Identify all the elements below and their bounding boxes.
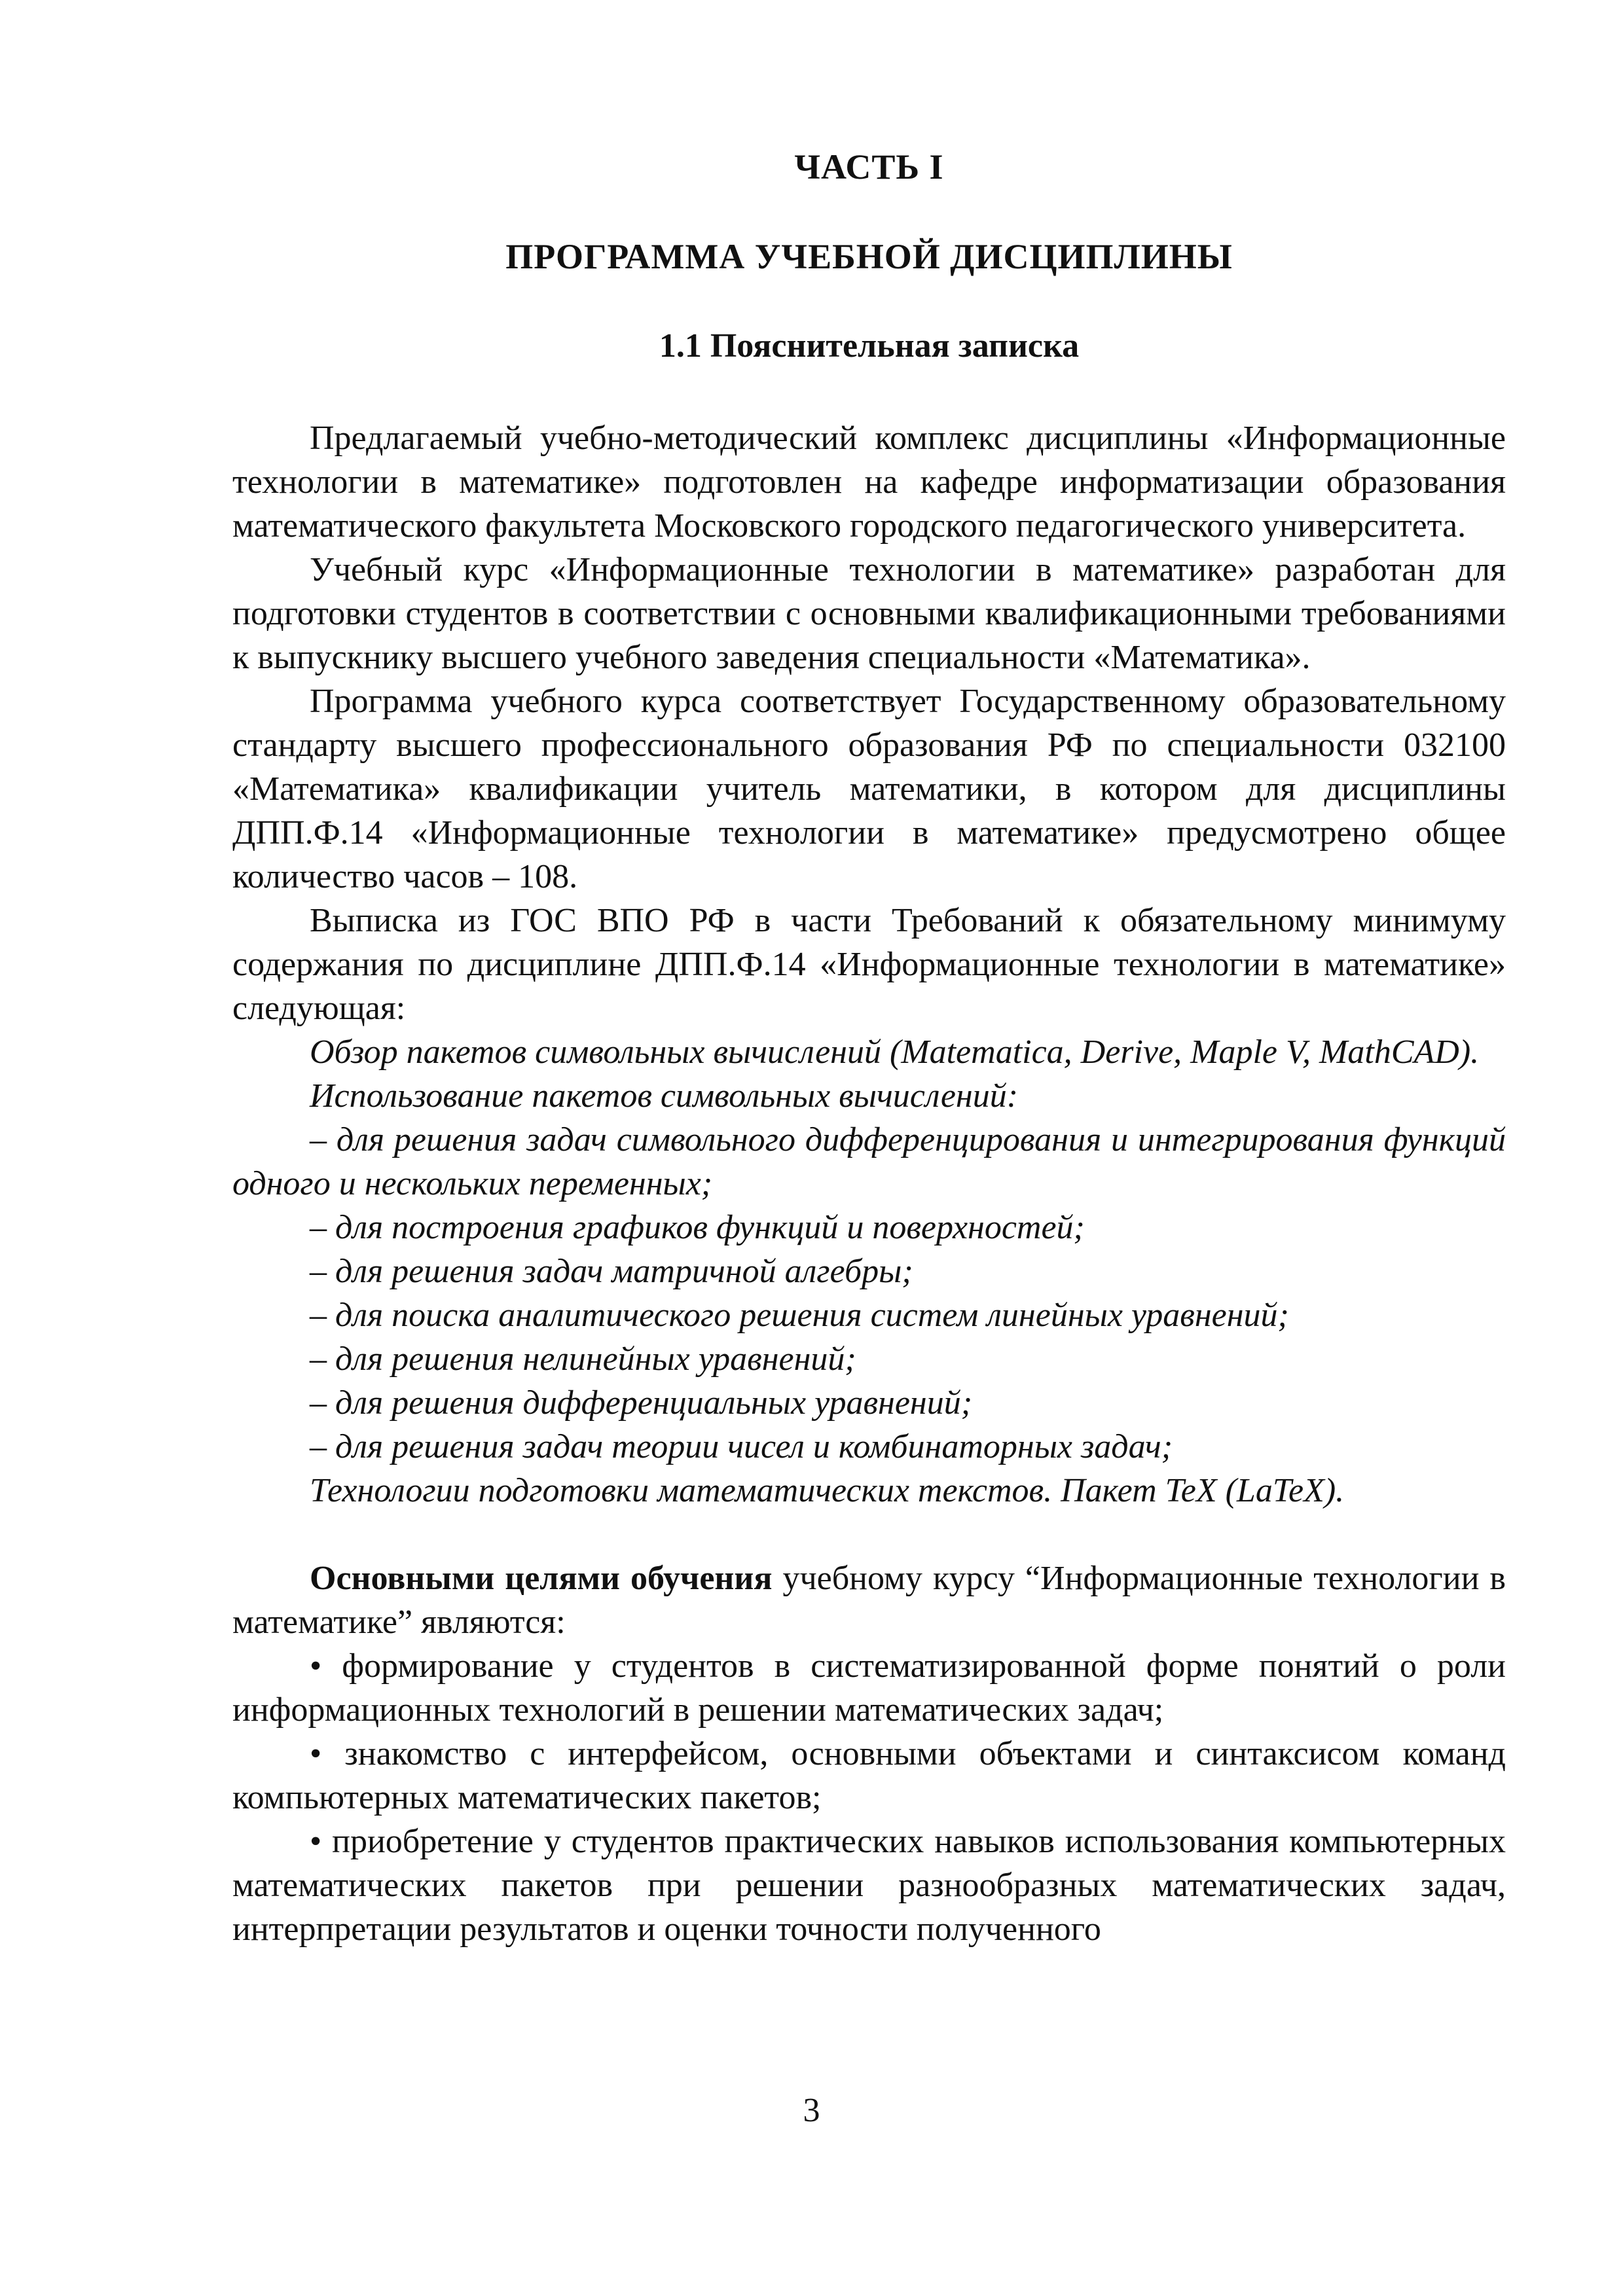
document-page (232, 144, 1506, 1951)
page-number: 3 (803, 2092, 820, 2129)
goal-bullet: • приобретение у студентов практических навыков использования компьютерных математических пакетов при решении разнообразных математических задач, интерпретации результатов и оценки точности полученного (232, 1823, 1506, 1948)
extract-tex-line: Технологии подготовки математических текстов. Пакет TeX (LaTeX). (310, 1472, 1345, 1509)
program-title: ПРОГРАММА УЧЕБНОЙ ДИСЦИПЛИНЫ (505, 237, 1233, 276)
section-heading: 1.1 Пояснительная записка (659, 327, 1080, 365)
extract-item: – для решения задач матричной алгебры; (310, 1253, 913, 1290)
extract-item: – для решения нелинейных уравнений; (310, 1340, 856, 1378)
extract-item: – для решения задач теории чисел и комбинаторных задач; (310, 1428, 1173, 1465)
goals-intro (232, 1556, 1506, 1644)
paragraph-intro: Предлагаемый учебно-методический комплекс дисциплины «Информационные технологии в математике» подготовлен на кафедре информатизации образования математического факультета Московского городского педагогического университета. (232, 420, 1506, 545)
goals-lead-rest: учебному курсу “Информационные технологии в математике” являются: (232, 1560, 1506, 1641)
part-heading: ЧАСТЬ I (794, 147, 944, 187)
extract-item: – для построения графиков функций и поверхностей; (310, 1209, 1085, 1246)
goal-bullet: • формирование у студентов в систематизированной форме понятий о роли информационных технологий в решении математических задач; (232, 1647, 1506, 1729)
extract-item: – для решения задач символьного дифференцирования и интегрирования функций одного и нескольких переменных; (232, 1121, 1506, 1202)
extract-item: – для решения дифференциальных уравнений; (310, 1384, 973, 1422)
extract-overview: Обзор пакетов символьных вычислений (Matematica, Derive, Maple V, MathCAD). (310, 1033, 1480, 1071)
paragraph-gap (232, 1513, 1506, 1556)
paragraph-course: Учебный курс «Информационные технологии в математике» разработан для подготовки студентов в соответствии с основными квалификационными требованиями к выпускнику высшего учебного заведения специальности «Математика». (232, 551, 1506, 676)
extract-item: – для поиска аналитического решения систем линейных уравнений; (310, 1297, 1289, 1334)
paragraph-extract-intro: Выписка из ГОС ВПО РФ в части Требований к обязательному минимуму содержания по дисциплине ДПП.Ф.14 «Информационные технологии в математике» следующая: (232, 902, 1506, 1027)
extract-usage-heading: Использование пакетов символьных вычислений: (310, 1077, 1019, 1115)
goals-lead-bold: Основными целями обучения (310, 1560, 773, 1597)
paragraph-standard: Программа учебного курса соответствует Государственному образовательному стандарту высшего профессионального образования РФ по специальности 032100 «Математика» квалификации учитель математики, в котором для дисциплины ДПП.Ф.14 «Информационные технологии в математике» предусмотрено общее количество часов – 108. (232, 683, 1506, 895)
goal-bullet: • знакомство с интерфейсом, основными объектами и синтаксисом команд компьютерных математических пакетов; (232, 1735, 1506, 1816)
